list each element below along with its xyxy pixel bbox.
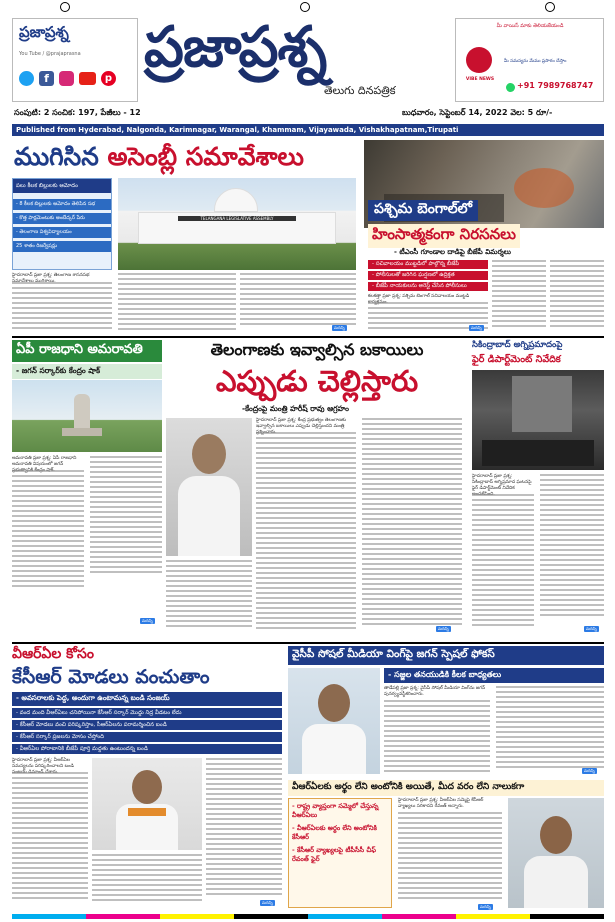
divider (12, 642, 604, 644)
ad-line-1: మీ వాయిస్ మాకు తెలియజేయండి (496, 23, 564, 29)
revanth-bullets (288, 798, 392, 908)
read-more-button[interactable]: మరిన్ని (262, 900, 273, 905)
bills-box (12, 178, 112, 270)
dues-headline: ఎప్పుడు చెల్లిస్తారు (215, 364, 419, 398)
editions-bar (12, 124, 604, 136)
vra-headline: కేసీఆర్ మోడలు వంచుతాం (12, 666, 210, 688)
story-secunderabad-fire (472, 340, 604, 638)
bengal-bullet: - పోలీసులతో జరిగిన ఘర్షణలో ఉద్రిక్తత (368, 271, 488, 280)
ysrcp-headline: వైసీపీ సోషల్ మీడియా వింగ్‌పై జగన్ స్పెషల్ ఫోకస్ (288, 646, 604, 665)
harish-rao-photo (166, 418, 252, 556)
bills-item: 25 శాతం రిజర్వేషన్లు (13, 241, 111, 252)
bills-item: - 8 కీలక బిల్లులకు ఆమోదం తెలిపిన సభ (13, 199, 111, 210)
bengal-lead: కలకత్తా ప్రజా ప్రశ్న: పశ్చిమ బెంగాల్ సచివాలయం ముట్టడి (368, 294, 470, 299)
vibe-news-ad[interactable] (455, 18, 604, 102)
fire-photo (472, 370, 604, 470)
read-more-button[interactable]: మరిన్ని (584, 768, 595, 773)
issue-info: సంపుటి: 2 సంచిక: 197, పేజీలు - 12 (14, 108, 141, 117)
masthead-logo-box (12, 18, 138, 102)
dues-kicker: తెలంగాణకు ఇవ్వాల్సిన బకాయిలు (210, 340, 424, 359)
ysrcp-sub: - సజ్జల తనయుడికి కీలక బాధ్యతలు (384, 668, 604, 683)
vibe-logo-icon (466, 47, 492, 73)
bengal-headline-1: పశ్చిమ బెంగాల్‌లో (368, 200, 478, 221)
ad-line-2: మీ సమస్యను మేము ప్రసారం చేస్తాం (504, 59, 567, 64)
registration-mark (60, 2, 70, 12)
amaravati-lead: అమరావతి ప్రజా ప్రశ్న: ఏపీ రాజధాని అమరావతి విషయంలో జగన్ (12, 456, 77, 467)
read-more-button[interactable]: మరిన్ని (471, 325, 482, 330)
revanth-lead: హైదరాబాద్ ప్రజా ప్రశ్న: వీఆర్ఏల సమ్మెపై కేసీఆర్ వ్యాఖ్యలు సరికాదని రేవంత్ అన్నారు. (398, 798, 484, 809)
vra-lead: హైదరాబాద్ ప్రజా ప్రశ్న: వీఆర్ఏల సమస్యలను పరిష్కరించాలని బండి (12, 758, 74, 769)
ad-brand: VIBE NEWS (465, 77, 495, 82)
logo-small: ప్రజాప్రశ్న (19, 23, 69, 41)
ysrcp-lead: తాడేపల్లి ప్రజా ప్రశ్న: వైసీపీ సోషల్ మీడియా వింగ్‌ను జగన్ పునర్వ్యవస్థీకరించారు. (384, 686, 486, 697)
masthead-title: ప్రజాప్రశ్న (144, 15, 327, 80)
vra-kicker: వీఆర్ఏల కోసం (12, 646, 94, 662)
whatsapp-icon (506, 83, 515, 92)
read-more-button[interactable]: మరిన్ని (480, 904, 491, 909)
fire-headline-1: సికింద్రాబాద్ అగ్నిప్రమాదంపై (472, 340, 563, 350)
jagan-photo (288, 668, 380, 774)
vra-bullet: - కేసీఆర్ సర్కార్ ప్రజలను మోసం చేస్తోంది (12, 732, 282, 742)
assembly-lead: హైదరాబాద్ ప్రజా ప్రశ్న: తెలంగాణ శాసనసభ (12, 273, 90, 278)
story-amaravati (12, 340, 162, 638)
read-more-button[interactable]: మరిన్ని (586, 626, 597, 631)
bengal-bullet: - బీజేపీ నాయకులను అరెస్ట్ చేసిన పోలీసులు (368, 282, 488, 291)
social-label: You Tube / @prajaprasna (19, 51, 81, 57)
facebook-icon[interactable]: f (39, 71, 54, 86)
youtube-icon[interactable] (79, 72, 96, 85)
story-ysrcp-social (288, 646, 604, 776)
color-calibration-strip (12, 914, 604, 919)
bengal-sub: - టీఎంసీ గూండాల దాడిపై బీజేపీ విమర్శలు (394, 248, 511, 256)
divider (12, 336, 604, 338)
vra-bullet: - వంద మంది వీఆర్ఏలు చనిపోయినా కేసీఆర్ సర్కార్ మొద్దు నిద్ర వీడటం లేదు (12, 708, 282, 718)
vra-sub: - అవసరాలకు పెద్ద, అందుగా ఉంటామన్న బండి సంజయ్ (12, 692, 282, 706)
story-revanth (288, 780, 604, 912)
assembly-photo (118, 178, 356, 270)
bandi-sanjay-photo (92, 758, 202, 850)
vra-bullet: - కేసీఆర్ మోడలు వంచి పరిష్కరిస్తాం, సీఆర్ఏలను పరామర్శించిన బండి (12, 720, 282, 730)
revanth-bullet: - రాష్ట్ర వ్యాప్తంగా సమ్మెలో చేస్తున్న వీఆర్ఏలు (292, 802, 379, 819)
revanth-bullet: - వీఆర్ఏలకు అర్థం లేని అంటోనికి కేసీఆర్ (292, 824, 377, 841)
social-icons (19, 71, 116, 86)
ad-phone: +91 7989768747 (517, 81, 594, 90)
story-bandi-sanjay (12, 646, 282, 912)
dues-lead: హైదరాబాద్ ప్రజా ప్రశ్న: కేంద్ర ప్రభుత్వం తెలంగాణకు ఇవ్వాల్సిన బకాయిలు ఎప్పుడు చెల్లిస్తుందని మంత్రి (256, 418, 347, 429)
read-more-button[interactable]: మరిన్ని (438, 626, 449, 631)
vra-bullet: - వీఆర్ఏల పోరాటానికి బీజేపీ పూర్తి మద్దతు ఉంటుందన్న బండి (12, 744, 282, 754)
read-more-button[interactable]: మరిన్ని (142, 618, 153, 623)
masthead (12, 15, 604, 124)
editions-text: Published from Hyderabad, Nalgonda, Karimnagar, Warangal, Khammam, Vijayawada, Vishakhapatnam,Tirupati (16, 126, 459, 134)
amaravati-sub: - జగన్ సర్కార్‌కు కేంద్రం షాక్ (12, 364, 162, 379)
registration-mark (545, 2, 555, 12)
story-west-bengal (364, 140, 604, 332)
amaravati-photo (12, 380, 162, 452)
bengal-headline-2: హింసాత్మకంగా నిరసనలు (368, 224, 520, 248)
assembly-photo-caption: TELANGANA LEGISLATIVE ASSEMBLY (178, 216, 296, 221)
instagram-icon[interactable] (59, 71, 74, 86)
fire-lead: హైదరాబాద్ ప్రజా ప్రశ్న: సికింద్రాబాద్ అగ్నిప్రమాద ఘటనపై ఫైర్ డిపార్ట్‌మెంట్ నివేదిక (472, 474, 532, 491)
read-more-button[interactable]: మరిన్ని (334, 325, 345, 330)
dues-sub: -కేంద్రంపై మంత్రి హరీష్ రావు ఆగ్రహం (242, 404, 349, 413)
amaravati-headline: ఏపీ రాజధాని అమరావతి (12, 340, 162, 362)
twitter-icon[interactable] (19, 71, 34, 86)
revanth-photo (508, 798, 604, 908)
bengal-bullet: - సచివాలయం ముట్టడిలో పాల్గొన్న బీజేపీ (368, 260, 488, 269)
revanth-headline: వీఆర్ఏలకు అర్థం లేని అంటోనికి అయితే, మీద వరం లేని నాలుకగా (288, 780, 604, 796)
bills-box-title: పలు కీలక బిల్లులకు ఆమోదం (13, 179, 111, 193)
story-assembly (12, 140, 358, 332)
masthead-tagline: తెలుగు దినపత్రిక (324, 84, 396, 97)
bills-item: - తెలంగాణ విశ్వవిద్యాలయం (13, 227, 111, 238)
revanth-bullet: - కేసీఆర్ వ్యాఖ్యలపై టీపీసీసీ చీఫ్ రేవంత్ ఫైర్ (292, 846, 376, 863)
bills-item: - కొత్త పార్లమెంటుకు అంబేద్కర్ పేరు (13, 213, 111, 224)
fire-headline-2: ఫైర్ డిపార్ట్‌మెంట్ నివేదిక (472, 354, 561, 365)
registration-mark (300, 2, 310, 12)
assembly-headline: ముగిసిన అసెంబ్లీ సమావేశాలు (14, 142, 304, 171)
pinterest-icon[interactable]: p (101, 71, 116, 86)
date-info: బుధవారం, సెప్టెంబర్ 14, 2022 వెల: 5 రూ/- (402, 108, 553, 117)
story-harish-rao (166, 340, 466, 638)
